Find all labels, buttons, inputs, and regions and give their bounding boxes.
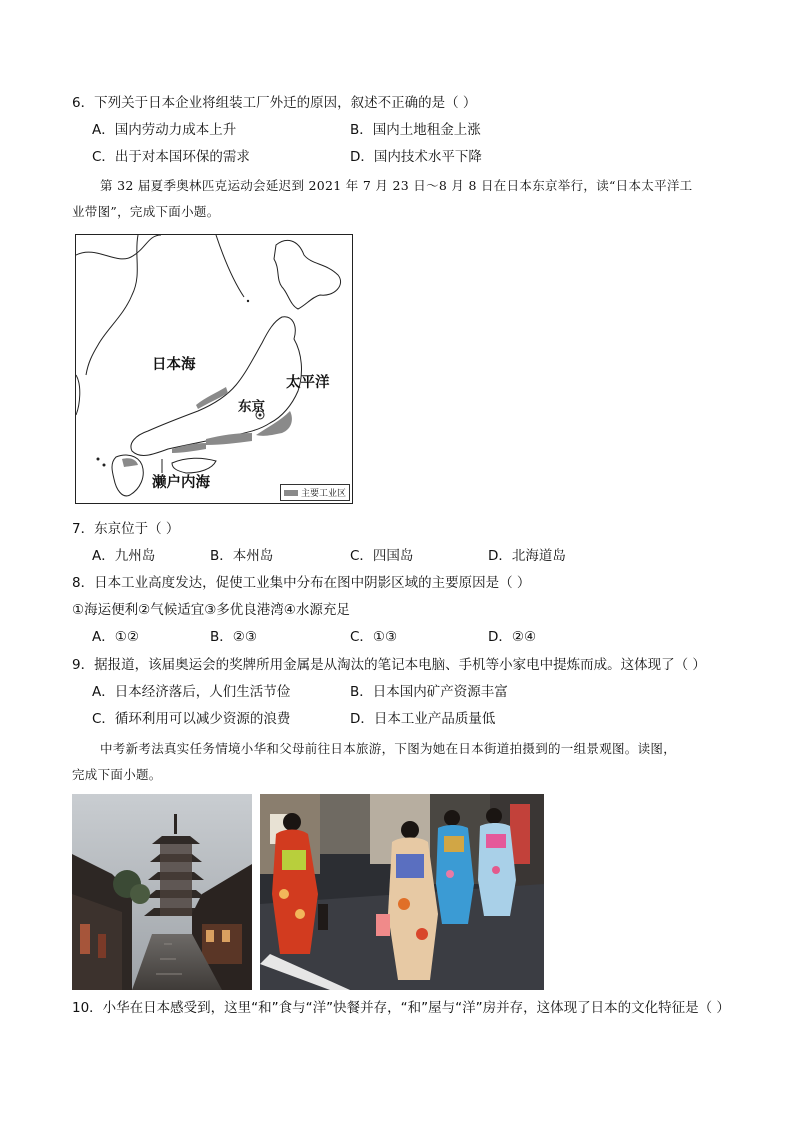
q6-option-c: C．出于对本国环保的需求: [92, 149, 250, 165]
q7-option-d: D．北海道岛: [488, 548, 566, 564]
q7-option-b: B．本州岛: [210, 548, 274, 564]
q6-option-a: A．国内劳动力成本上升: [92, 122, 237, 138]
map-label-seto-inland-sea: 濑户内海: [152, 475, 210, 491]
q9-option-b: B．日本国内矿产资源丰富: [350, 684, 508, 700]
legend-label: 主要工业区: [300, 489, 346, 499]
q8-option-c: C．①③: [350, 629, 398, 645]
kimono-street-image: [260, 794, 544, 990]
legend-swatch: [284, 490, 298, 496]
intro2-line2: 完成下面小题。: [72, 767, 162, 782]
intro2-line1: 中考新考法真实任务情境小华和父母前往日本旅游，下图为她在日本街道拍摄到的一组景观图。读图，: [100, 741, 677, 756]
q7-stem: 7．东京位于（ ）: [72, 521, 180, 537]
map-label-tokyo: 东京: [238, 399, 265, 415]
map-label-pacific: 太平洋: [286, 375, 330, 391]
q7-option-c: C．四国岛: [350, 548, 414, 564]
q9-stem: 9．据报道，该届奥运会的奖牌所用金属是从淘汰的笔记本电脑、手机等小家电中提炼而成。这体现了（ ）: [72, 657, 706, 673]
q6-option-b: B．国内土地租金上涨: [350, 122, 481, 138]
map-label-sea-of-japan: 日本海: [152, 357, 196, 373]
photo-kimono-street: [260, 794, 544, 990]
q10-stem: 10．小华在日本感受到，这里“和”食与“洋”快餐并存，“和”屋与“洋”房并存，这体现了日本的文化特征是（ ）: [72, 1000, 730, 1016]
intro1-line1: 第 32 届夏季奥林匹克运动会延迟到 2021 年 7 月 23 日～8 月 8 日在日本东京举行，读“日本太平洋工: [100, 178, 693, 193]
map-legend: [280, 484, 350, 501]
japan-industrial-belt-map: [75, 234, 353, 504]
map-drawing: [76, 235, 352, 503]
photo-pagoda-street: [72, 794, 252, 990]
q6-option-d: D．国内技术水平下降: [350, 149, 482, 165]
q8-option-b: B．②③: [210, 629, 257, 645]
pagoda-street-image: [72, 794, 252, 990]
q9-option-d: D．日本工业产品质量低: [350, 711, 496, 727]
q6-stem: 6．下列关于日本企业将组装工厂外迁的原因，叙述不正确的是（ ）: [72, 95, 477, 111]
q8-option-d: D．②④: [488, 629, 537, 645]
intro1-line2: 业带图”，完成下面小题。: [72, 204, 220, 219]
q8-stem: 8．日本工业高度发达，促使工业集中分布在图中阴影区域的主要原因是（ ）: [72, 575, 531, 591]
q9-option-c: C．循环利用可以减少资源的浪费: [92, 711, 291, 727]
q8-items: ①海运便利②气候适宜③多优良港湾④水源充足: [72, 602, 350, 618]
q9-option-a: A．日本经济落后，人们生活节俭: [92, 684, 291, 700]
q7-option-a: A．九州岛: [92, 548, 156, 564]
q8-option-a: A．①②: [92, 629, 139, 645]
